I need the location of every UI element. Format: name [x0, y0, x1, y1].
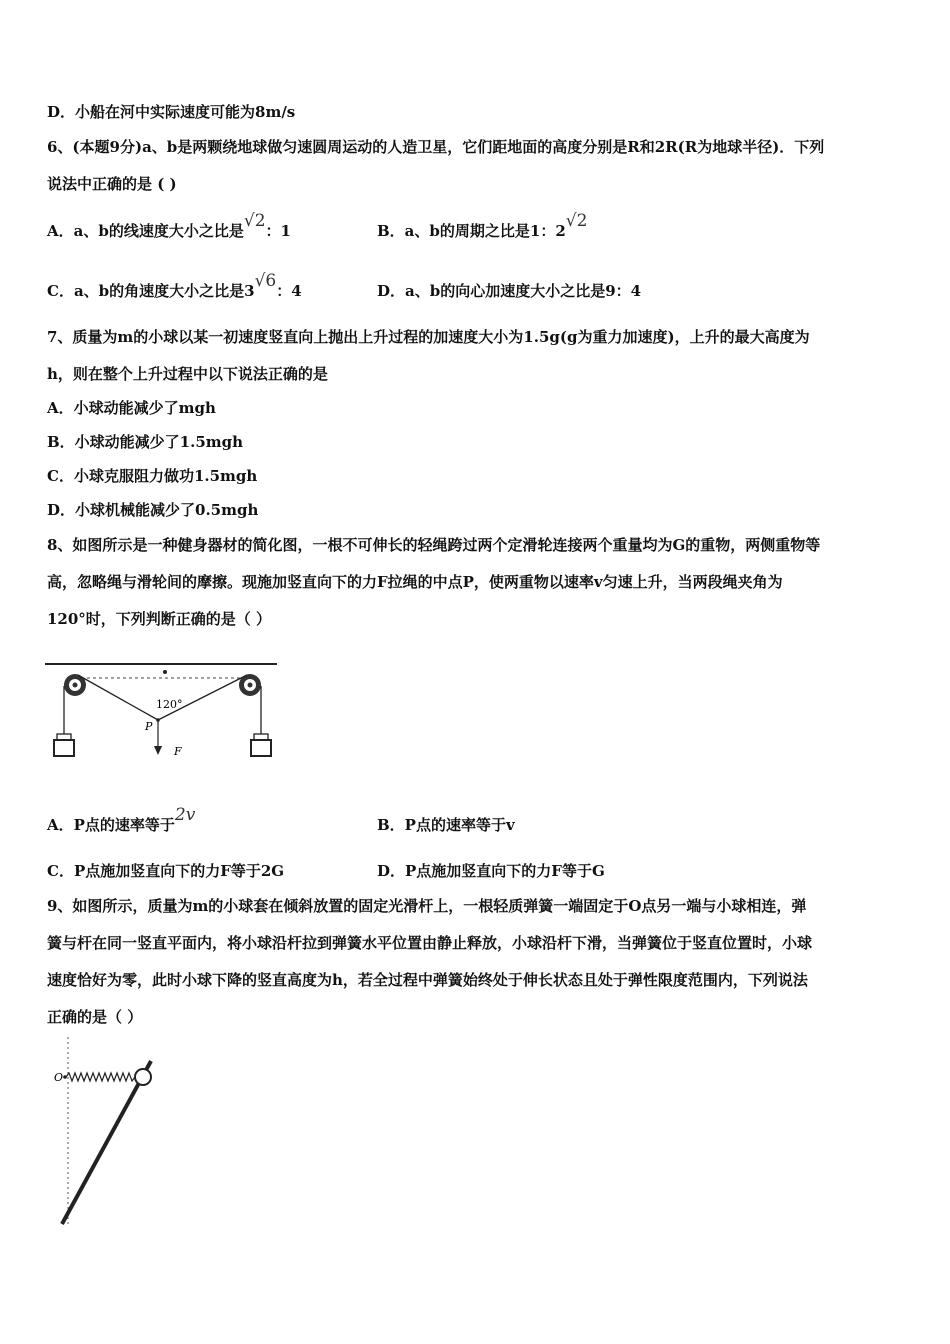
midpoint-dot	[163, 670, 167, 674]
q5-option-d: D．小船在河中实际速度可能为8m/s	[47, 103, 296, 121]
q9-spring-rod-figure	[50, 1035, 165, 1230]
q9-stem-line2: 簧与杆在同一竖直平面内，将小球沿杆拉到弹簧水平位置由静止释放，小球沿杆下滑，当弹簧位于竖直位置时，小球	[47, 934, 813, 952]
q6-option-c-math: √6	[254, 271, 277, 291]
force-f-label: F	[174, 745, 182, 758]
q7-option-b: B．小球动能减少了1.5mgh	[47, 433, 244, 451]
q8-stem-line1: 8、如图所示是一种健身器材的简化图，一根不可伸长的轻绳跨过两个定滑轮连接两个重量均为G的重物，两侧重物等	[47, 536, 821, 554]
force-arrowhead	[154, 746, 162, 755]
q8-stem-line2: 高，忽略绳与滑轮间的摩擦。现施加竖直向下的力F拉绳的中点P，使两重物以速率v匀速上升，当两段绳夹角为	[47, 573, 783, 591]
q7-option-c: C．小球克服阻力做功1.5mgh	[47, 467, 258, 485]
q7-stem-line2: h，则在整个上升过程中以下说法正确的是	[47, 365, 328, 383]
rope-left	[78, 675, 158, 720]
left-weight	[54, 734, 74, 756]
right-weight	[251, 734, 271, 756]
q9-stem-line1: 9、如图所示，质量为m的小球套在倾斜放置的固定光滑杆上，一根轻质弹簧一端固定于O点另一端与小球相连，弹	[47, 897, 807, 915]
q9-stem-line3: 速度恰好为零，此时小球下降的竖直高度为h，若全过程中弹簧始终处于伸长状态且处于弹性限度范围内，下列说法	[47, 971, 808, 989]
inclined-rod	[62, 1061, 151, 1224]
q6-option-a-text: A．a、b的线速度大小之比是	[47, 222, 244, 240]
q6-option-a-math: √2	[243, 211, 266, 231]
point-p-label: P	[145, 720, 153, 733]
q7-option-d: D．小球机械能减少了0.5mgh	[47, 501, 259, 519]
q8-option-d: D．P点施加竖直向下的力F等于G	[377, 862, 605, 880]
q6-option-b	[377, 211, 588, 241]
q6-option-a-tail: ：1	[265, 222, 291, 240]
q8-option-c: C．P点施加竖直向下的力F等于2G	[47, 862, 285, 880]
q7-stem-line1: 7、质量为m的小球以某一初速度竖直向上抛出上升过程的加速度大小为1.5g(g为重力加速度)，上升的最大高度为	[47, 328, 810, 346]
q6-option-b-math: √2	[565, 211, 588, 231]
q6-stem-line1: 6、(本题9分)a、b是两颗绕地球做匀速圆周运动的人造卫星，它们距地面的高度分别是R和2R(R为地球半径)．下列	[47, 138, 825, 156]
q8-option-a	[47, 805, 196, 835]
ball	[135, 1069, 151, 1085]
q6-option-d: D．a、b的向心加速度大小之比是9：4	[377, 282, 642, 300]
q6-option-b-text: B．a、b的周期之比是1：2	[377, 222, 566, 240]
q6-option-a	[47, 211, 291, 241]
q6-option-c-text: C．a、b的角速度大小之比是3	[47, 282, 255, 300]
point-o-label: O	[54, 1071, 64, 1084]
q9-stem-line4: 正确的是（ ）	[47, 1008, 143, 1026]
q8-pulley-figure	[45, 652, 280, 768]
q6-option-c-tail: ：4	[276, 282, 302, 300]
q8-stem-line3: 120°时，下列判断正确的是（ ）	[47, 610, 272, 628]
spring	[66, 1073, 138, 1081]
q7-option-a: A．小球动能减少了mgh	[47, 399, 216, 417]
angle-label: 120°	[156, 698, 183, 711]
q6-stem-line2: 说法中正确的是 ( )	[47, 175, 177, 193]
q8-option-b: B．P点的速率等于v	[377, 816, 515, 834]
q8-option-a-math: 2v	[174, 805, 196, 825]
q8-option-a-text: A．P点的速率等于	[47, 816, 175, 834]
q6-option-c	[47, 271, 302, 301]
